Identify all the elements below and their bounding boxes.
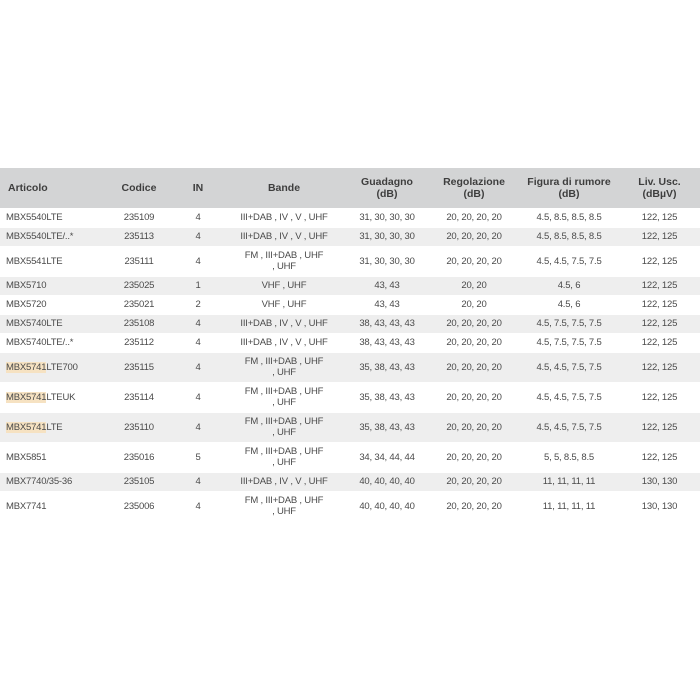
cell-codice: 235021 [123, 299, 155, 310]
bande-line-1: VHF , UHF [261, 280, 307, 291]
cell-guadagno: 40, 40, 40, 40 [359, 476, 415, 487]
cell-livusc: 122, 125 [641, 361, 678, 373]
cell-livusc: 122, 125 [641, 421, 678, 433]
table-row [0, 412, 700, 442]
cell-codice: 235105 [123, 476, 155, 487]
table-row [0, 352, 700, 382]
bande-line-2: , UHF [272, 457, 296, 468]
cell-in: 1 [195, 280, 201, 291]
cell-figura: 4.5, 4.5, 7.5, 7.5 [536, 361, 602, 373]
cell-livusc: 122, 125 [641, 255, 678, 267]
cell-figura: 4.5, 7.5, 7.5, 7.5 [536, 318, 602, 329]
cell-regolazione: 20, 20, 20, 20 [446, 500, 502, 512]
cell-regolazione: 20, 20 [461, 280, 487, 291]
articolo-suffix: LTEUK [46, 391, 76, 403]
cell-figura: 4.5, 7.5, 7.5, 7.5 [536, 337, 602, 348]
cell-articolo [0, 314, 105, 333]
cell-regolazione: 20, 20 [461, 299, 487, 310]
cell-figura: 11, 11, 11, 11 [542, 476, 596, 487]
articolo-suffix: LTE [46, 421, 63, 433]
cell-in: 4 [195, 391, 201, 403]
bande-line-1: FM , III+DAB , UHF [244, 446, 324, 457]
cell-codice: 235111 [124, 255, 154, 267]
cell-livusc: 122, 125 [641, 337, 678, 348]
bande-line-2: , UHF [272, 397, 296, 408]
articolo-text: MBX5541LTE [6, 255, 63, 267]
cell-codice: 235025 [123, 280, 155, 291]
cell-articolo [0, 295, 105, 314]
bande-line-1: FM , III+DAB , UHF [244, 356, 324, 367]
cell-regolazione: 20, 20, 20, 20 [446, 231, 502, 242]
header-articolo: Articolo [8, 182, 48, 194]
cell-in: 4 [195, 255, 201, 267]
header-bande: Bande [267, 182, 301, 194]
cell-regolazione: 20, 20, 20, 20 [446, 337, 502, 348]
cell-regolazione: 20, 20, 20, 20 [446, 451, 502, 463]
bande-line-1: FM , III+DAB , UHF [244, 416, 324, 427]
cell-guadagno: 38, 43, 43, 43 [359, 337, 415, 348]
table-row [0, 333, 700, 352]
cell-bande [223, 491, 345, 521]
cell-codice: 235108 [123, 318, 155, 329]
bande-line-1: III+DAB , IV , V , UHF [240, 476, 328, 487]
cell-figura: 4.5, 8.5, 8.5, 8.5 [536, 231, 602, 242]
cell-guadagno: 31, 30, 30, 30 [359, 211, 415, 223]
articolo-text: MBX7741 [6, 500, 47, 512]
header-codice: Codice [121, 182, 157, 194]
product-spec-table [0, 168, 700, 522]
cell-livusc: 122, 125 [641, 451, 678, 463]
table-row [0, 491, 700, 521]
cell-livusc: 130, 130 [641, 476, 678, 487]
cell-articolo [0, 472, 105, 491]
articolo-text: MBX5540LTE [6, 211, 63, 223]
table-row [0, 314, 700, 333]
articolo-suffix: LTE700 [46, 361, 78, 373]
bande-line-1: III+DAB , IV , V , UHF [240, 231, 328, 242]
table-row [0, 227, 700, 246]
cell-articolo [0, 442, 105, 472]
table-row [0, 382, 700, 412]
cell-bande [223, 208, 345, 227]
cell-in: 4 [195, 231, 201, 242]
cell-regolazione: 20, 20, 20, 20 [446, 255, 502, 267]
table-row [0, 295, 700, 314]
header-figura-label: Figura di rumore [527, 176, 611, 188]
cell-regolazione: 20, 20, 20, 20 [446, 361, 502, 373]
cell-guadagno: 35, 38, 43, 43 [359, 391, 415, 403]
cell-guadagno: 31, 30, 30, 30 [359, 231, 415, 242]
cell-in: 4 [195, 476, 201, 487]
product-spec-table-container [0, 168, 700, 522]
cell-in: 4 [195, 337, 201, 348]
cell-codice: 235110 [124, 421, 154, 433]
header-livusc-unit: (dBµV) [642, 188, 677, 200]
cell-in: 4 [195, 361, 201, 373]
header-figura [519, 168, 619, 208]
cell-regolazione: 20, 20, 20, 20 [446, 318, 502, 329]
cell-guadagno: 43, 43 [374, 280, 400, 291]
cell-in: 5 [195, 451, 201, 463]
cell-bande [223, 227, 345, 246]
bande-line-1: III+DAB , IV , V , UHF [240, 211, 328, 223]
cell-figura: 11, 11, 11, 11 [542, 500, 596, 512]
cell-bande [223, 333, 345, 352]
articolo-text: MBX5740LTE [6, 318, 63, 329]
header-in: IN [192, 182, 204, 194]
table-row [0, 246, 700, 276]
cell-articolo [0, 491, 105, 521]
cell-guadagno: 35, 38, 43, 43 [359, 421, 415, 433]
cell-articolo [0, 412, 105, 442]
table-row [0, 208, 700, 227]
bande-line-2: , UHF [272, 367, 296, 378]
articolo-highlight: MBX5741 [6, 361, 47, 373]
cell-codice: 235113 [124, 231, 154, 242]
cell-bande [223, 314, 345, 333]
cell-in: 4 [195, 318, 201, 329]
cell-codice: 235114 [124, 391, 154, 403]
cell-bande [223, 472, 345, 491]
cell-bande [223, 412, 345, 442]
cell-bande [223, 442, 345, 472]
cell-codice: 235109 [123, 211, 155, 223]
cell-figura: 4.5, 6 [557, 280, 581, 291]
table-row [0, 472, 700, 491]
table-header [0, 168, 700, 208]
articolo-text: MBX5740LTE/..* [6, 337, 74, 348]
articolo-text: MBX5851 [6, 451, 47, 463]
header-figura-unit: (dB) [558, 188, 580, 200]
bande-line-2: , UHF [272, 506, 296, 517]
articolo-text: MBX5540LTE/..* [6, 231, 74, 242]
bande-line-1: FM , III+DAB , UHF [244, 250, 324, 261]
cell-in: 4 [195, 211, 201, 223]
cell-guadagno: 43, 43 [374, 299, 400, 310]
cell-guadagno: 34, 34, 44, 44 [359, 451, 415, 463]
header-regolazione [429, 168, 519, 208]
cell-figura: 5, 5, 8.5, 8.5 [543, 451, 595, 463]
header-livusc [619, 168, 700, 208]
cell-in: 4 [195, 500, 201, 512]
cell-livusc: 122, 125 [641, 211, 678, 223]
bande-line-2: , UHF [272, 261, 296, 272]
cell-bande [223, 295, 345, 314]
cell-figura: 4.5, 8.5, 8.5, 8.5 [536, 211, 602, 223]
cell-codice: 235115 [124, 361, 154, 373]
table-row [0, 442, 700, 472]
cell-livusc: 122, 125 [641, 299, 678, 310]
bande-line-1: III+DAB , IV , V , UHF [240, 337, 328, 348]
bande-line-1: III+DAB , IV , V , UHF [240, 318, 328, 329]
cell-bande [223, 276, 345, 295]
cell-regolazione: 20, 20, 20, 20 [446, 476, 502, 487]
cell-regolazione: 20, 20, 20, 20 [446, 421, 502, 433]
articolo-highlight: MBX5741 [6, 421, 47, 433]
cell-livusc: 122, 125 [641, 318, 678, 329]
cell-figura: 4.5, 4.5, 7.5, 7.5 [536, 391, 602, 403]
cell-articolo [0, 227, 105, 246]
cell-in: 4 [195, 421, 201, 433]
cell-guadagno: 31, 30, 30, 30 [359, 255, 415, 267]
cell-livusc: 122, 125 [641, 231, 678, 242]
cell-livusc: 122, 125 [641, 280, 678, 291]
cell-articolo [0, 208, 105, 227]
articolo-text: MBX7740/35-36 [6, 476, 73, 487]
cell-codice: 235112 [124, 337, 154, 348]
cell-guadagno: 38, 43, 43, 43 [359, 318, 415, 329]
cell-regolazione: 20, 20, 20, 20 [446, 391, 502, 403]
cell-livusc: 122, 125 [641, 391, 678, 403]
bande-line-2: , UHF [272, 427, 296, 438]
articolo-highlight: MBX5741 [6, 391, 47, 403]
cell-figura: 4.5, 4.5, 7.5, 7.5 [536, 421, 602, 433]
header-guadagno [345, 168, 429, 208]
bande-line-1: FM , III+DAB , UHF [244, 495, 324, 506]
cell-articolo [0, 276, 105, 295]
cell-articolo [0, 352, 105, 382]
cell-articolo [0, 333, 105, 352]
cell-bande [223, 382, 345, 412]
cell-bande [223, 246, 345, 276]
cell-articolo [0, 246, 105, 276]
table-row [0, 276, 700, 295]
cell-regolazione: 20, 20, 20, 20 [446, 211, 502, 223]
header-livusc-label: Liv. Usc. [638, 176, 681, 188]
cell-figura: 4.5, 6 [557, 299, 581, 310]
cell-guadagno: 40, 40, 40, 40 [359, 500, 415, 512]
cell-figura: 4.5, 4.5, 7.5, 7.5 [536, 255, 602, 267]
cell-guadagno: 35, 38, 43, 43 [359, 361, 415, 373]
cell-codice: 235006 [123, 500, 155, 512]
articolo-text: MBX5720 [6, 299, 47, 310]
bande-line-1: VHF , UHF [261, 299, 307, 310]
cell-codice: 235016 [123, 451, 155, 463]
cell-livusc: 130, 130 [641, 500, 678, 512]
cell-in: 2 [195, 299, 201, 310]
header-guadagno-label: Guadagno [361, 176, 413, 188]
table-body [0, 208, 700, 521]
bande-line-1: FM , III+DAB , UHF [244, 386, 324, 397]
header-regolazione-label: Regolazione [443, 176, 505, 188]
cell-articolo [0, 382, 105, 412]
header-regolazione-unit: (dB) [463, 188, 485, 200]
header-guadagno-unit: (dB) [376, 188, 398, 200]
articolo-text: MBX5710 [6, 280, 47, 291]
header-row [0, 168, 700, 208]
cell-bande [223, 352, 345, 382]
